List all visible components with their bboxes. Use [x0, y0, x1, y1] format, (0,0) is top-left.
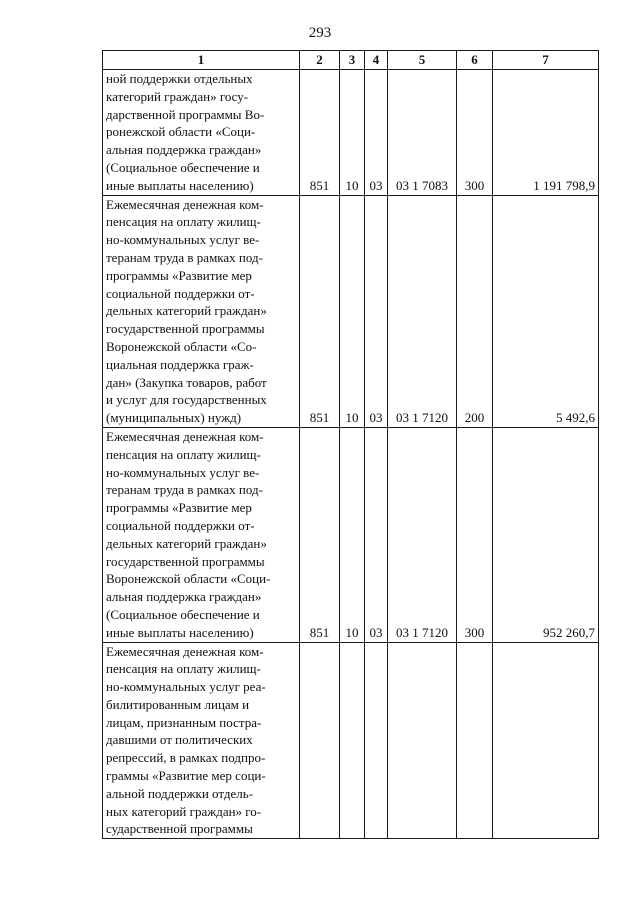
expense-type-code: 300: [457, 70, 493, 196]
column-header: 4: [365, 51, 388, 70]
table-row: [103, 642, 599, 839]
amount: [493, 642, 599, 839]
page-number: 293: [308, 25, 332, 41]
row-description: ной поддержки отдельных категорий граждан» госу- дарственной программы Во- ронежской области «Соци- альная поддержка граждан» (Социальное обеспечение и иные выплаты населению): [103, 70, 300, 196]
ministry-code: 851: [300, 70, 340, 196]
section-code: 10: [340, 195, 365, 427]
table-row: [103, 70, 599, 196]
ministry-code: 851: [300, 427, 340, 642]
column-header: 7: [493, 51, 599, 70]
subsection-code: 03: [365, 195, 388, 427]
ministry-code: [300, 642, 340, 839]
budget-table: [102, 50, 599, 839]
table-header-row: [103, 51, 599, 70]
target-article-code: 03 1 7120: [388, 195, 457, 427]
table-row: [103, 195, 599, 427]
amount: 952 260,7: [493, 427, 599, 642]
row-description: Ежемесячная денежная ком- пенсация на оплату жилищ- но-коммунальных услуг ве- теранам труда в рамках под- программы «Развитие мер социальной поддержки от- дельных категорий граждан» государственной программы Воронежской области «Со- циальная поддержка граж- дан» (Закупка товаров, работ и услуг для государственных (муниципальных) нужд): [103, 195, 300, 427]
target-article-code: 03 1 7083: [388, 70, 457, 196]
column-header: 1: [103, 51, 300, 70]
expense-type-code: 300: [457, 427, 493, 642]
expense-type-code: [457, 642, 493, 839]
subsection-code: 03: [365, 70, 388, 196]
row-description: Ежемесячная денежная ком- пенсация на оплату жилищ- но-коммунальных услуг ве- теранам труда в рамках под- программы «Развитие мер социальной поддержки от- дельных категорий граждан» государственной программы Воронежской области «Соци- альная поддержка граждан» (Социальное обеспечение и иные выплаты населению): [103, 427, 300, 642]
expense-type-code: 200: [457, 195, 493, 427]
section-code: 10: [340, 427, 365, 642]
column-header: 2: [300, 51, 340, 70]
target-article-code: 03 1 7120: [388, 427, 457, 642]
table-row: [103, 427, 599, 642]
target-article-code: [388, 642, 457, 839]
column-header: 6: [457, 51, 493, 70]
row-description: Ежемесячная денежная ком- пенсация на оплату жилищ- но-коммунальных услуг реа- билитированным лицам и лицам, признанным постра- давшими от политических репрессий, в рамках подпро- граммы «Развитие мер соци- альной поддержки отдель- ных категорий граждан» го- сударственной программы: [103, 642, 300, 839]
section-code: [340, 642, 365, 839]
subsection-code: [365, 642, 388, 839]
column-header: 3: [340, 51, 365, 70]
subsection-code: 03: [365, 427, 388, 642]
ministry-code: 851: [300, 195, 340, 427]
amount: 1 191 798,9: [493, 70, 599, 196]
column-header: 5: [388, 51, 457, 70]
amount: 5 492,6: [493, 195, 599, 427]
section-code: 10: [340, 70, 365, 196]
